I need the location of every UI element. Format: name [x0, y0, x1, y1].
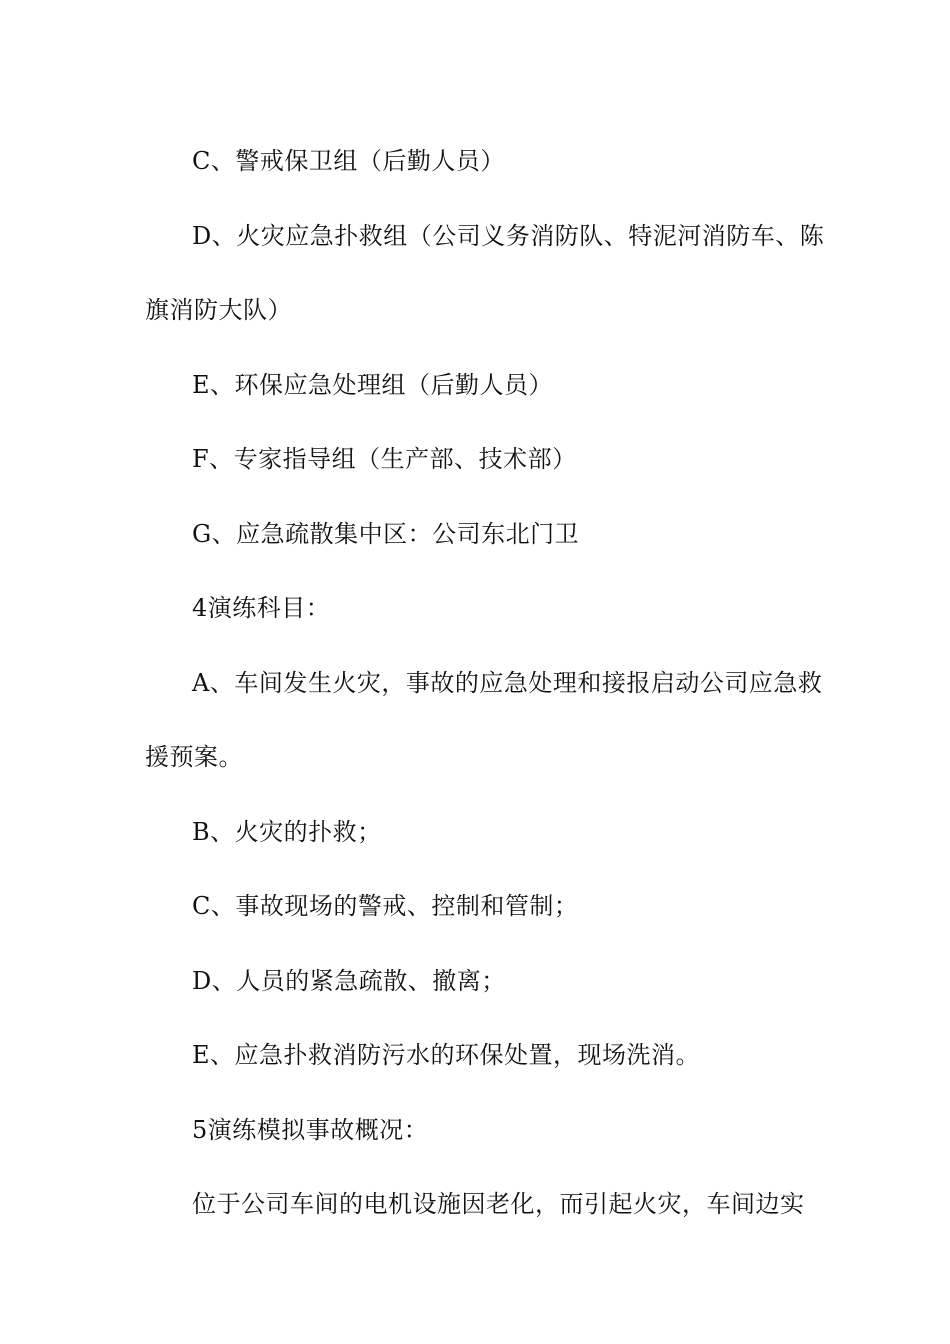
paragraph-d-fire-rescue-group-cont: 旗消防大队） — [145, 296, 292, 324]
paragraph-f-expert-group: F、专家指导组（生产部、技术部） — [192, 445, 577, 473]
paragraph-d-fire-rescue-group: D、火灾应急扑救组（公司义务消防队、特泥河消防车、陈 — [192, 221, 825, 250]
paragraph-accident-description: 位于公司车间的电机设施因老化，而引起火灾，车间边实 — [192, 1190, 805, 1218]
paragraph-d-evacuation: D、人员的紧急疏散、撤离； — [192, 966, 506, 995]
paragraph-c-security-group: C、警戒保卫组（后勤人员） — [192, 147, 505, 175]
paragraph-e-environmental-group: E、环保应急处理组（后勤人员） — [192, 370, 554, 399]
paragraph-g-evacuation-area: G、应急疏散集中区：公司东北门卫 — [192, 519, 580, 548]
section-heading-accident-overview: 5演练模拟事故概况： — [192, 1115, 429, 1144]
paragraph-a-workshop-fire: A、车间发生火灾，事故的应急处理和接报启动公司应急救 — [192, 668, 823, 697]
section-heading-drill-subjects: 4演练科目： — [192, 594, 331, 622]
document-body — [145, 124, 825, 1242]
paragraph-b-fire-fighting: B、火灾的扑救； — [192, 817, 382, 846]
paragraph-e-wastewater-disposal: E、应急扑救消防污水的环保处置，现场洗消。 — [192, 1041, 701, 1069]
paragraph-c-site-control: C、事故现场的警戒、控制和管制； — [192, 892, 579, 920]
paragraph-a-workshop-fire-cont: 援预案。 — [145, 743, 243, 771]
